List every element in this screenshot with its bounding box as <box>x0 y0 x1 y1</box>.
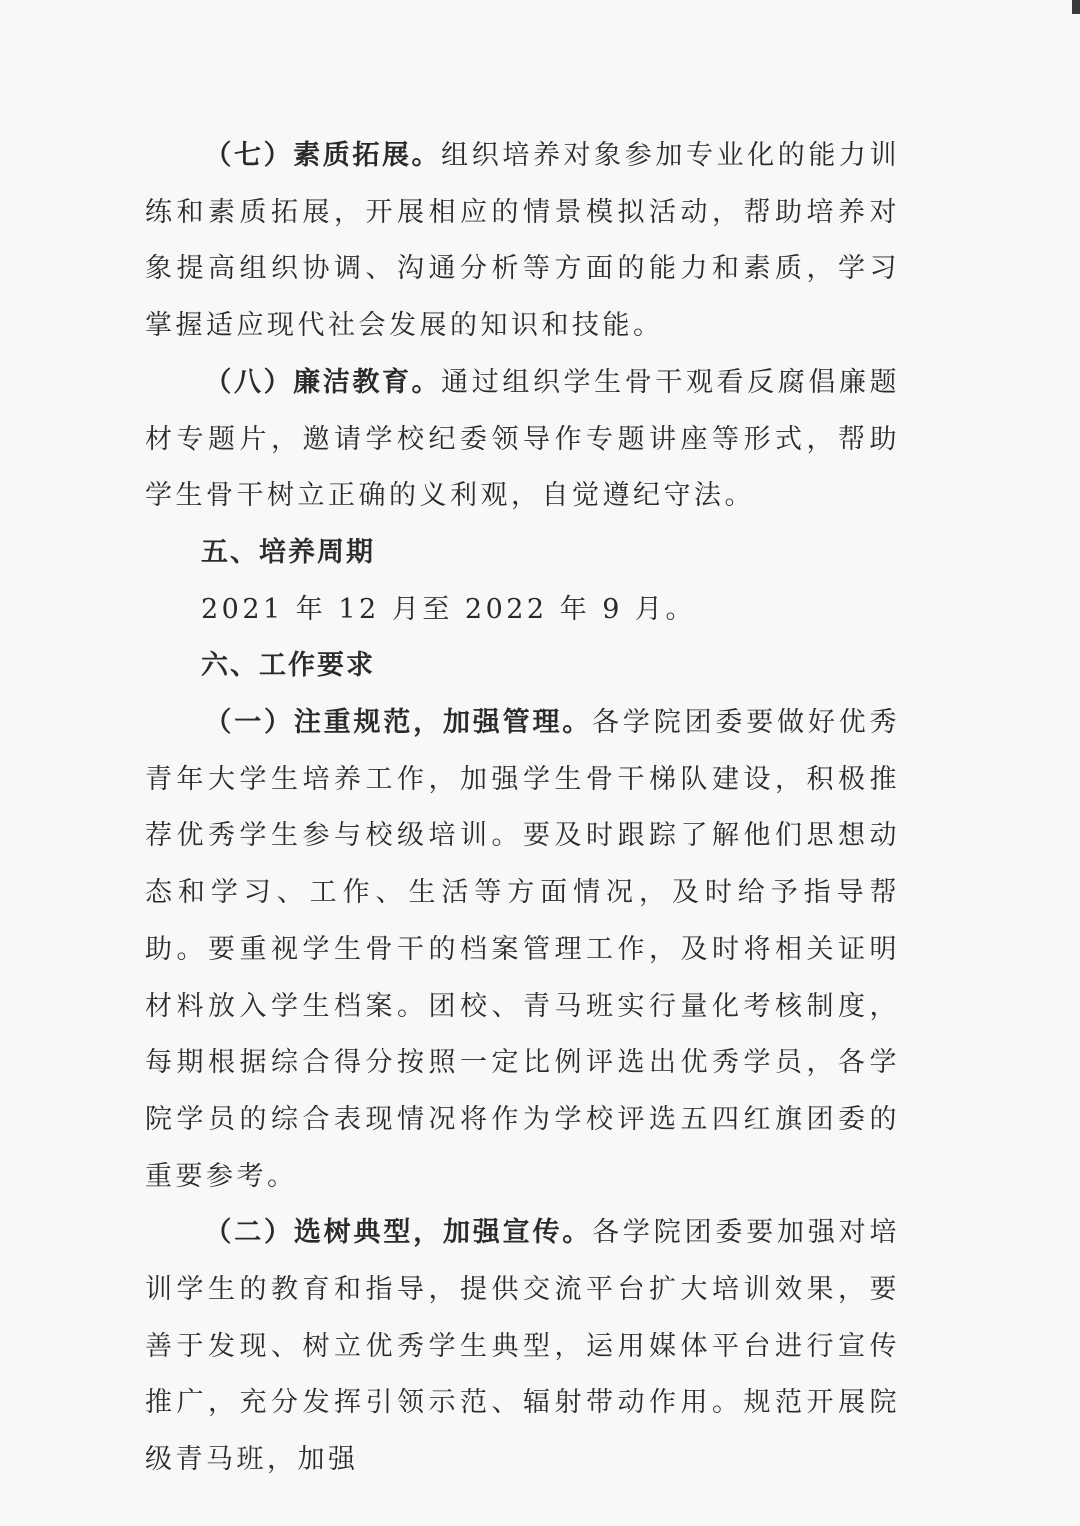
scan-edge-shadow <box>1072 0 1080 14</box>
paragraph-quality-development <box>145 128 900 355</box>
paragraph-text: 通过组织学生骨干观看反腐倡廉题材专题片，邀请学校纪委领导作专题讲座等形式，帮助学生骨干树立正确的义利观，自觉遵纪守法。 <box>145 366 901 512</box>
paragraph-integrity-education <box>145 355 900 525</box>
paragraph-text: 各学院团委要做好优秀青年大学生培养工作，加强学生骨干梯队建设，积极推荐优秀学生参与校级培训。要及时跟踪了解他们思想动态和学习、工作、生活等方面情况，及时给予指导帮助。要重视学生骨干的档案管理工作，及时将相关证明材料放入学生档案。团校、青马班实行量化考核制度，每期根据综合得分按照一定比例评选出优秀学员，各学院学员的综合表现情况将作为学校评选五四红旗团委的重要参考。 <box>145 707 901 1192</box>
paragraph-lead: （二）选树典型，加强宣传。 <box>204 1217 593 1249</box>
paragraph-lead: （八）廉洁教育。 <box>204 366 442 398</box>
training-period-text: 2021 年 12 月至 2022 年 9 月。 <box>201 593 697 625</box>
paragraph-models-publicity <box>145 1205 900 1489</box>
paragraph-lead: （七）素质拓展。 <box>204 140 442 171</box>
section-heading-training-period: 五、培养周期 <box>201 536 375 568</box>
paragraph-standardize-management <box>145 695 900 1205</box>
document-body <box>145 128 900 1489</box>
paragraph-text: 组织培养对象参加专业化的能力训练和素质拓展，开展相应的情景模拟活动，帮助培养对象提高组织协调、沟通分析等方面的能力和素质，学习掌握适应现代社会发展的知识和技能。 <box>145 140 901 342</box>
paragraph-lead: （一）注重规范，加强管理。 <box>204 707 593 739</box>
section-heading-work-requirements: 六、工作要求 <box>201 650 375 682</box>
paragraph-text: 各学院团委要加强对培训学生的教育和指导，提供交流平台扩大培训效果，要善于发现、树立优秀学生典型，运用媒体平台进行宣传推广，充分发挥引领示范、辐射带动作用。规范开展院级青马班，加强 <box>145 1217 901 1476</box>
